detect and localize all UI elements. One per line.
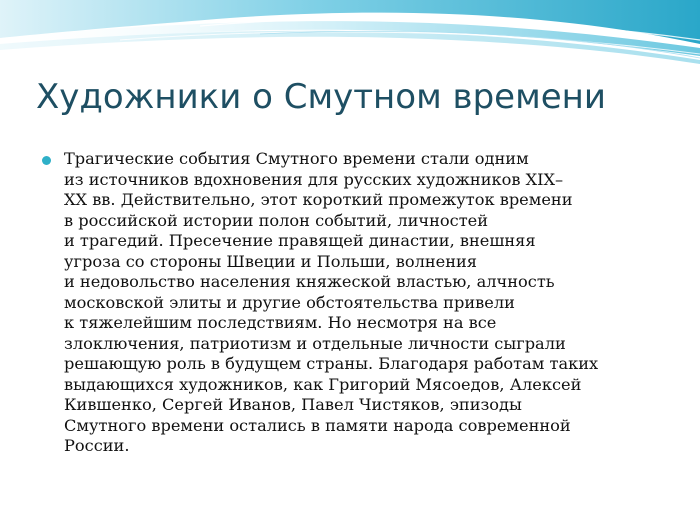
paragraph-line: в российской истории полон событий, личностей [64, 210, 489, 230]
slide-title: Художники о Смутном времени [36, 77, 606, 117]
paragraph-line: злоключения, патриотизм и отдельные личности сыграли [64, 333, 566, 353]
paragraph-line: угроза со стороны Швеции и Польши, волнения [64, 251, 478, 271]
paragraph-line: и недовольство населения княжеской властью, алчность [64, 272, 555, 291]
paragraph-line: Смутного времени остались в памяти народа современной [64, 415, 571, 435]
paragraph-line: Трагические события Смутного времени стали одним [64, 149, 529, 168]
paragraph-line: и трагедий. Пресечение правящей династии, внешняя [64, 231, 536, 250]
paragraph-line: выдающихся художников, как Григорий Мясоедов, Алексей [64, 374, 582, 394]
paragraph-line: решающую роль в будущем страны. Благодаря работам таких [64, 354, 599, 373]
bullet-list [42, 149, 662, 457]
paragraph-line: к тяжелейшим последствиям. Но несмотря на все [64, 313, 497, 332]
paragraph-line: из источников вдохновения для русских художников XIX– [64, 169, 564, 189]
bullet-paragraph [64, 149, 662, 457]
paragraph-line: московской элиты и другие обстоятельства привели [64, 292, 515, 312]
wave-header-decoration [0, 0, 700, 80]
paragraph-line: XX вв. Действительно, этот короткий промежуток времени [64, 190, 573, 209]
paragraph-line: Кившенко, Сергей Иванов, Павел Чистяков, эпизоды [64, 395, 522, 414]
paragraph-line: России. [64, 436, 130, 455]
bullet-dot-icon [42, 156, 51, 165]
